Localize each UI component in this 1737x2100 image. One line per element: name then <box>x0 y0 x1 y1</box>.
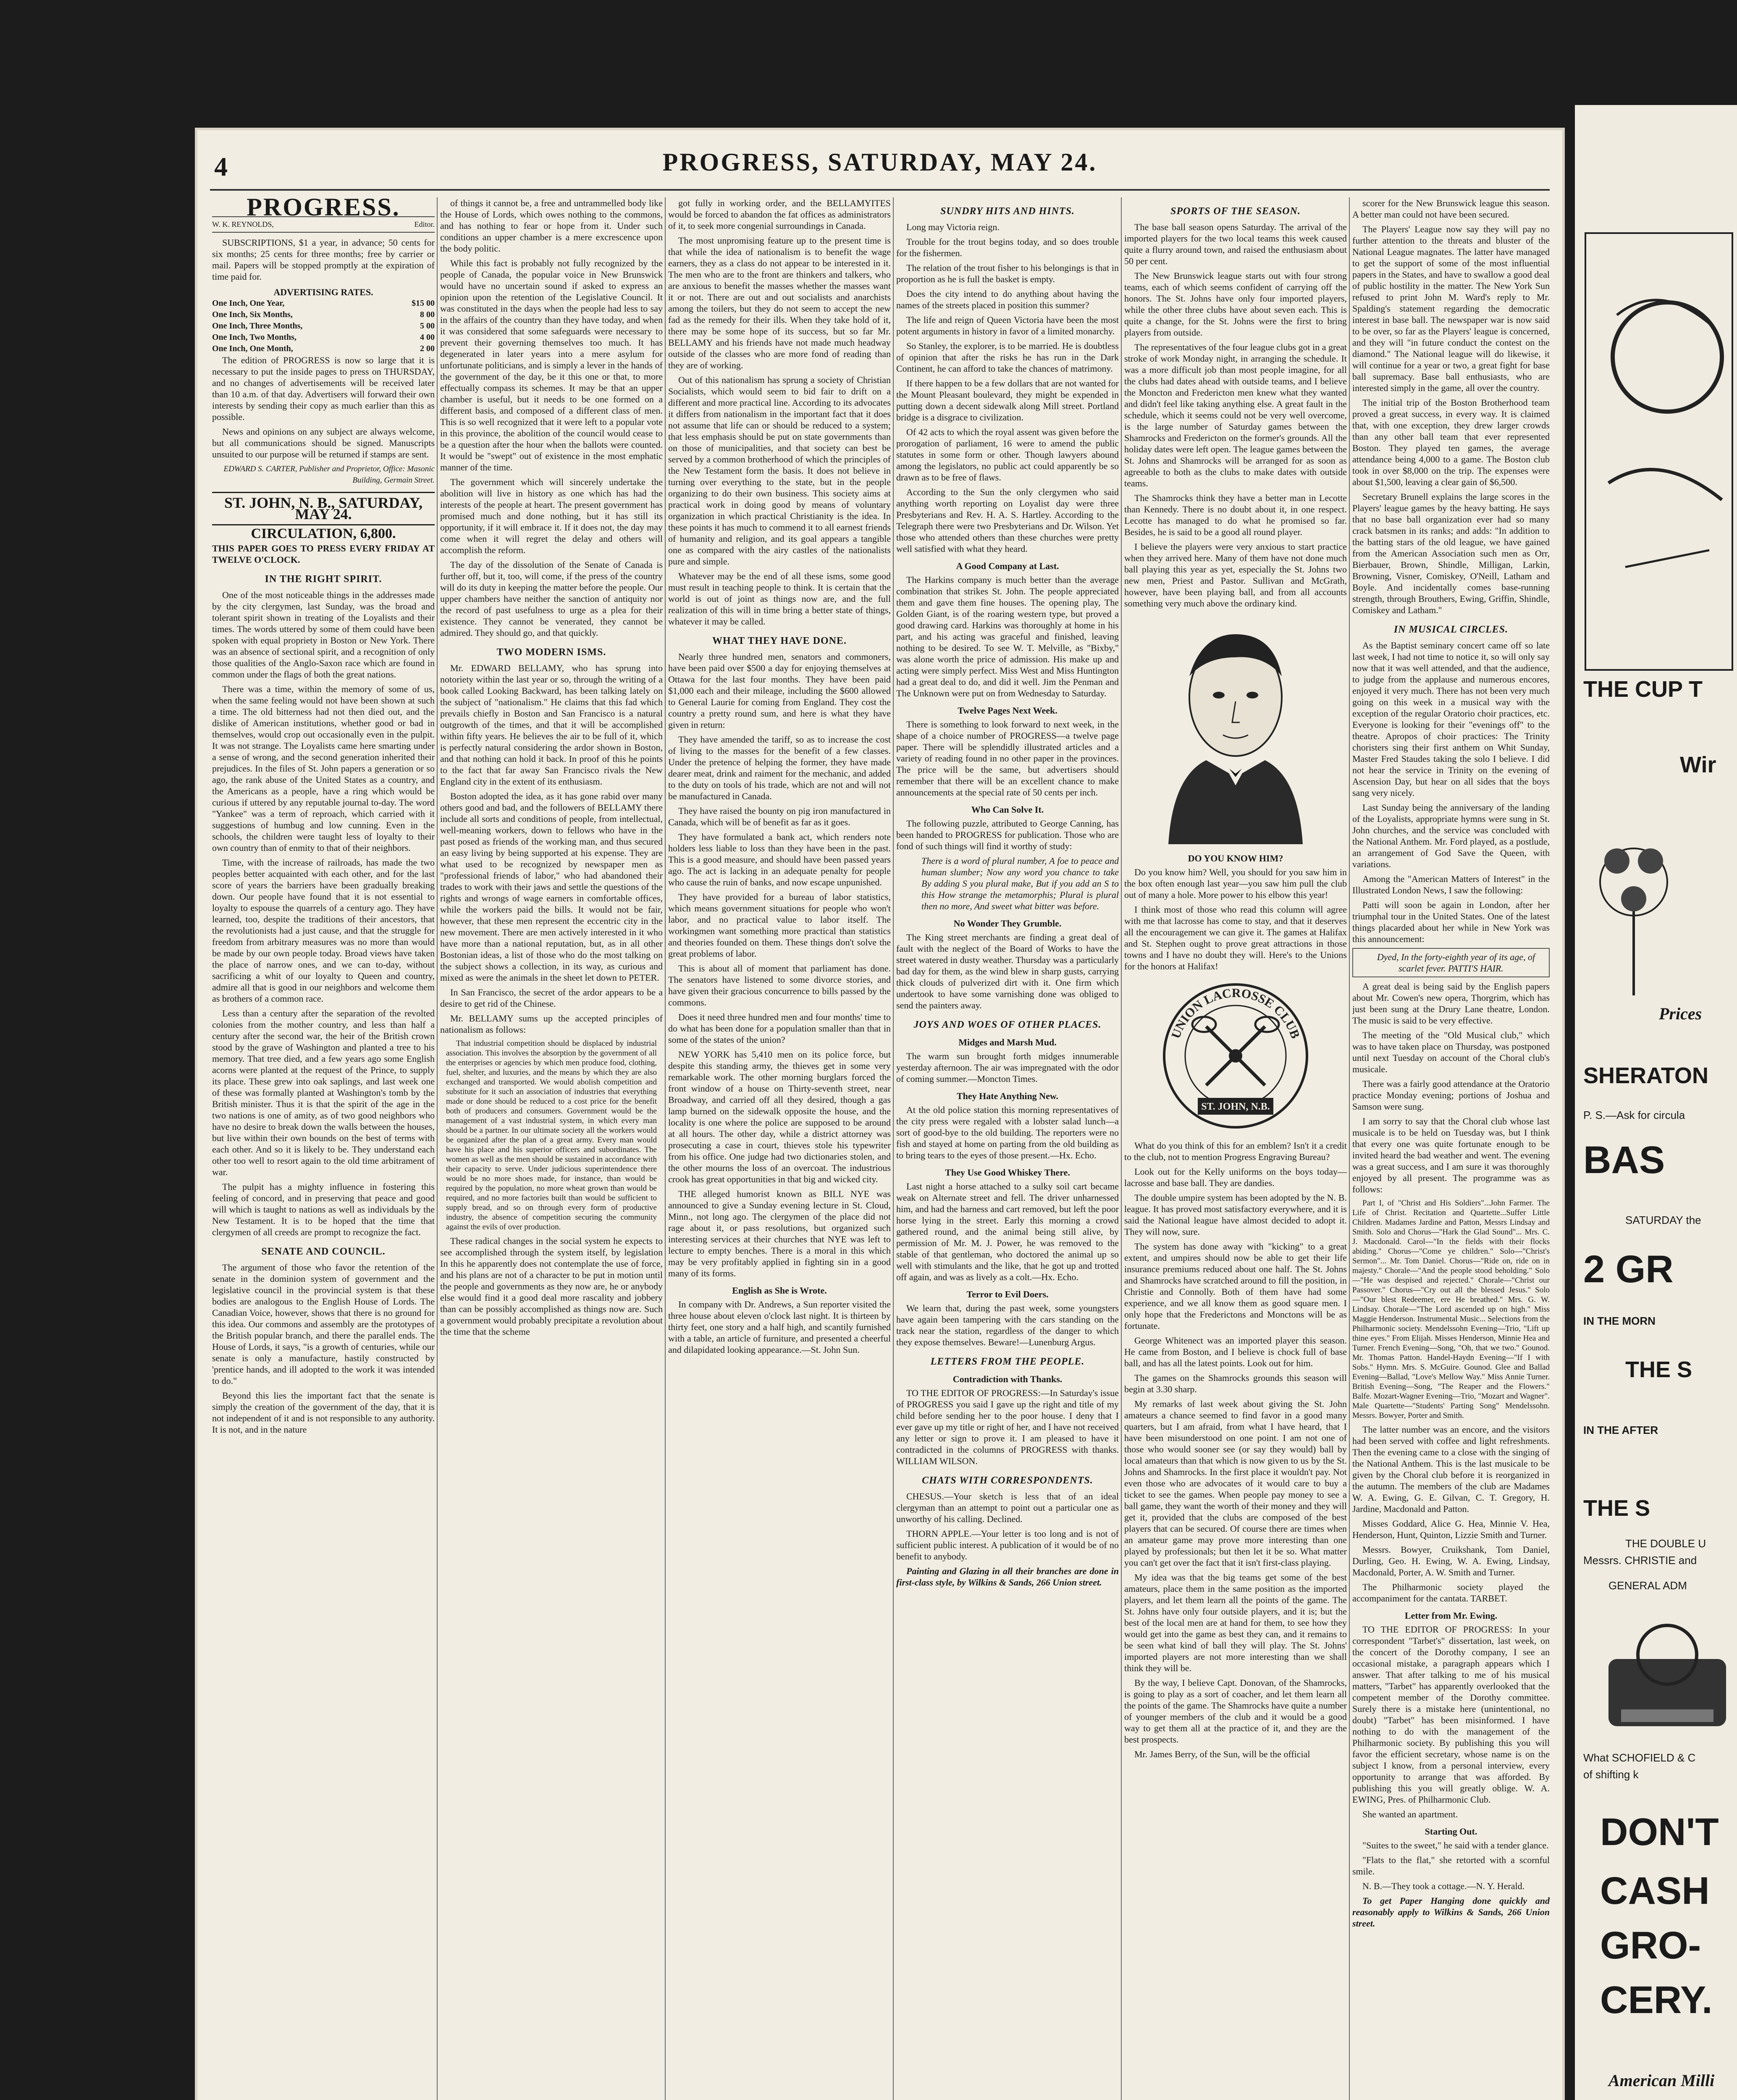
article-subheading: Who Can Solve It. <box>971 804 1044 815</box>
article-paragraph: They have amended the tariff, so as to increase the cost of living to the masses for the benefit of a few classes. Under the pretence of helping the former, they have made dearer meat, drink and raiment for the mechanic, and added to the duty on tools of his trade, which are not and will not be manufactured in Canada. <box>668 734 891 801</box>
article-paragraph: The warm sun brought forth midges innumerable yesterday afternoon. The air was impregnated with the odor of coming summer.—Moncton Times. <box>896 1051 1119 1084</box>
article-heading: SUNDRY HITS AND HINTS. <box>940 206 1075 217</box>
article-paragraph: According to the Sun the only clergymen who said anything worth reporting on Loyalist day were three Presbyterians and Rev. H. A. S. Hartley. According to the Telegraph there were two Presbyterians and Dr. Wilson. Yet those who attended others than these churches were pretty well satisfied with what they heard. <box>896 487 1119 554</box>
newspaper-page <box>197 130 1562 2100</box>
ad-morning: IN THE MORN <box>1583 1315 1656 1327</box>
ad-the-s: THE S <box>1625 1357 1692 1382</box>
article-paragraph: The most unpromising feature up to the present time is that while the idea of nationalism is to benefit the wage earners, they as a class do not appear to be interested in it. The men who are to the front are thinkers and talkers, who are anxious to benefit the masses whether the masses want it or not. There are out and out socialists and anarchists among the toilers, but they do not seem to accept the new fad as the remedy for their ills. When they take hold of it, there may be some hope of its success, but so far Mr. BELLAMY and his friends have not made much headway outside of the classes who are more fond of reading than they are of working. <box>668 235 891 370</box>
editor-name: W. K. REYNOLDS, <box>212 220 274 228</box>
article-paragraph: Messrs. Bowyer, Cruikshank, Tom Daniel, Durling, Geo. H. Ewing, W. A. Ewing, Lindsay, Macdonald, Porter, A. W. Smith and Turner. <box>1352 1544 1550 1578</box>
emblem-bottom-text: ST. JOHN, N.B. <box>1201 1101 1270 1112</box>
article-paragraph: The meeting of the "Old Musical club," which was to have taken place on Thursday, was postponed until next Tuesday on account of the Choral club's musicale. <box>1352 1030 1550 1074</box>
ad-american: American Milli <box>1608 2071 1715 2090</box>
article-paragraph: Misses Goddard, Alice G. Hea, Minnie V. Hea, Henderson, Hunt, Quinton, Lizzie Smith and Turner. <box>1352 1518 1550 1540</box>
ad-general: GENERAL ADM <box>1608 1579 1687 1592</box>
article-paragraph: of things it cannot be, a free and untrammelled body like the House of Lords, which owes nothing to the commons, and has nothing to fear or hope from it. Under such conditions an upper chamber is a mere excrescence upon the body politic. <box>440 198 663 254</box>
news-note: News and opinions on any subject are always welcome, but all communications should be signed. Manuscripts unsuited to our purpose will be returned if stamps are sent. <box>212 426 435 459</box>
publisher-signature: EDWARD S. CARTER, Publisher and Proprietor, Office: Masonic Building, Germain Street. <box>223 465 435 485</box>
column-divider <box>665 197 666 2100</box>
article-heading: IN MUSICAL CIRCLES. <box>1393 624 1509 635</box>
article-subheading: No Wonder They Grumble. <box>953 918 1062 929</box>
column-5 <box>1124 197 1347 2100</box>
article-paragraph: Does the city intend to do anything about having the names of the streets placed in position this summer? <box>896 289 1119 310</box>
article-paragraph: By the way, I believe Capt. Donovan, of the Shamrocks, is going to play as a sort of coacher, and let them learn all the points of the game. The Shamrocks have quite a number of younger members of the club and it would be a good way to get them all at the practice of it, and they are the best prospects. <box>1124 1677 1347 1745</box>
article-paragraph: scorer for the New Brunswick league this season. A better man could not have been secured. <box>1352 198 1550 220</box>
article-subheading: They Hate Anything New. <box>956 1091 1059 1101</box>
article-paragraph: The government which will sincerely undertake the abolition will live in history as one which has had the interests of the people at heart. The present government has promised much and done nothing, but it has still its opportunity, if it will embrace it. If it does not, the day may come when it will regret the delay and others will accomplish the reform. <box>440 477 663 555</box>
article-paragraph: The day of the dissolution of the Senate of Canada is further off, but it, too, will come, if the press of the country will do its duty in keeping the matter before the people. Our upper chambers have neither the sanction of antiquity nor the record of past usefulness to urge as a plea for their existence. They cannot be venerated, they cannot be admired. They should go, and that quickly. <box>440 559 663 638</box>
article-paragraph: Whatever may be the end of all these isms, some good must result in teaching people to think. It is certain that the world is out of joint as things now are, and the full realization of this will in time bring a better state of things, whatever it may be called. <box>668 571 891 627</box>
rate-row: One Inch, One Month, 2 00 <box>212 344 435 353</box>
article-paragraph: We learn that, during the past week, some youngsters have again been tampering with the cars standing on the track near the station, regardless of the danger to which they expose themselves. Beware!—Lunenburg Argus. <box>896 1303 1119 1347</box>
article-paragraph: CHESUS.—Your sketch is less that of an ideal clergyman than an attempt to point out a particular one as unworthy of his calling. Declined. <box>896 1491 1119 1524</box>
ad-gro: GRO- <box>1600 1924 1701 1967</box>
article-paragraph: While this fact is probably not fully recognized by the people of Canada, the popular voice in New Brunswick would have no uncertain sound if asked to express an opinion upon the retention of the Legislative Council. It was constituted in the days when the people had less to say in the affairs of the country than they have today, and when it was considered that some safeguards were necessary to prevent their governing themselves too much. It has degenerated in later years into a mere asylum for unfortunate politicians, and is simply a lever in the hands of the government of the day, be it this one or that, to more effectually compass its schemes. It may be that an upper chamber is useful, but it needs to be one formed on a different basis, and composed of a different class of men. This is so well recognized that it were left to a popular vote in this province, the abolition of the council would cease to be a question after the hour when the ballots were counted. It would be "swept" out of existence in the most emphatic manner of the time. <box>440 258 663 472</box>
ad-cery: CERY. <box>1600 1979 1713 2021</box>
portrait-illustration <box>1139 617 1332 844</box>
article-paragraph: Look out for the Kelly uniforms on the boys today—lacrosse and base ball. They are dandies. <box>1124 1166 1347 1188</box>
article-heading: CHATS WITH CORRESPONDENTS. <box>922 1475 1093 1486</box>
article-paragraph: What do you think of this for an emblem? Isn't it a credit to the club, not to mention Progress Engraving Bureau? <box>1124 1140 1347 1162</box>
press-notice: THIS PAPER GOES TO PRESS EVERY FRIDAY AT TWELVE O'CLOCK. <box>212 543 435 565</box>
article-paragraph: TO THE EDITOR OF PROGRESS: In your correspondent "Tarbet's" dissertation, last week, on the concert of the Dorothy company, I see an occasional mistake, a paragraph appears which I answer. That after talking to me of his musical matters, "Tarbet" has apparently overlooked that the competent member of the Dorothy committee. Surely there is a mistake here (unintentional, no doubt) "Tarbet" has been misinformed. I have nothing to do with the management of the Philharmonic society. By publishing this you will favor the efficient secretary, whose name is on the subject I know, from a personal interview, every opportunity to arrange that was afforded. By publishing this you will greatly oblige. W. A. EWING, Pres. of Philharmonic Club. <box>1352 1624 1550 1805</box>
article-paragraph: There was a fairly good attendance at the Oratorio practice Monday evening; portions of Joshua and Samson were sung. <box>1352 1079 1550 1112</box>
article-paragraph: In company with Dr. Andrews, a Sun reporter visited the three house about eleven o'clock last night. It is thirteen by thirty feet, one story and a half high, and scantily furnished with a table, an article of furniture, and presented a cheerful and dilapidated looking appearance.—St. John Sun. <box>668 1299 891 1355</box>
article-paragraph: Beyond this lies the important fact that the senate is simply the creation of the government of the day, that it is not independent of it and is not responsible to any authority. It is not, and in the nature <box>212 1390 435 1435</box>
ad-saturday: SATURDAY the <box>1625 1214 1701 1226</box>
article-paragraph: My remarks of last week about giving the St. John amateurs a chance seemed to find favor in a good many quarters, but I am afraid, from what I have heard, that I have been misunderstood on one point. I am not one of those who would sooner see (or say they would) ball by local amateurs than that which is now given to us by the St. Johns and Shamrocks. In the first place it wouldn't pay. Not even those who are advocates of it would care to buy a ticket to see the games. When people pay money to see a ball game, they want the worth of their money and they will get it, provided that the clubs are composed of the best players that can be secured. Of course there are times when an amateur game may prove more interesting than one played by professionals; but then let it be so. What matter you can't get over the fact that it isn't first-class playing. <box>1124 1399 1347 1568</box>
article-heading: SPORTS OF THE SEASON. <box>1170 206 1301 217</box>
article-heading: SENATE AND COUNCIL. <box>261 1246 386 1257</box>
ad-base-ball: BAS <box>1583 1139 1665 1181</box>
article-paragraph: Among the "American Matters of Interest" in the Illustrated London News, I saw the following: <box>1352 874 1550 895</box>
lacrosse-emblem <box>1160 980 1311 1131</box>
article-paragraph: My idea was that the big teams get some of the best amateurs, place them in the same position as the imported players, and let them learn all the points of the game. The St. Johns have only four outside players, and it is; but the best of the local men are at hand for them, to see how they would get into the game as best they can, and it remains to be seen what kind of ball they will play. The St. Johns' imported players are not more interesting than we shall think they will be. <box>1124 1572 1347 1673</box>
article-paragraph: The Players' League now say they will pay no further attention to the threats and bluster of the National League magnates. The latter have managed to get the support of some of the most influential papers in the States, and have to swallow a good deal of public hostility in the matter. The New York Sun refused to print John M. Ward's reply to Mr. Spalding's statement regarding the democratic interest in base ball. The newspaper war is now said to be over, so far as the Players' league is concerned, and they will "in future conduct the contest on the diamond." The National league will do likewise, it will continue for a year or two, a great fight for base ball supremacy. Base ball enthusiasts, who are interested simply in the game, all over the country. <box>1352 224 1550 393</box>
dateline: ST. JOHN, N. B., SATURDAY, MAY 24. <box>212 492 435 525</box>
article-paragraph: Patti will soon be again in London, after her triumphal tour in the United States. One of the latest things placarded about her while in New York was this announcement: <box>1352 900 1550 944</box>
article-paragraph: The Harkins company is much better than the average combination that strikes St. John. The people appreciated them and gave them fine houses. The opening play, The Golden Giant, is of the roaring western type, but proved a good drawing card. Harkins was thoroughly at home in his part, and his acting was graceful and finished, leaving nothing to be desired. To see W. T. Melville, as "Bixby," was alone worth the price of admission. His make up and acting were simply perfect. Miss West and Miss Huntington had a great deal to do, and did it well. Jim the Penman and The Unknown were put on from Wednesday to Saturday. <box>896 575 1119 698</box>
baseball-cartoon-icon <box>1583 231 1734 672</box>
article-paragraph: They have provided for a bureau of labor statistics, which means government situations for people who won't labor, and no practical value to labor itself. The workingmen want something more practical than statistics and theories founded on them. These things don't solve the great problems of labor. <box>668 892 891 959</box>
article-paragraph: The New Brunswick league starts out with four strong teams, each of which seems confident of carrying off the honors. The St. Johns have only four imported players, while the other three clubs have about seven each. This is quite a change, for the St. Johns were the first to bring players from outside. <box>1124 270 1347 338</box>
ad-circular: P. S.—Ask for circula <box>1583 1109 1685 1121</box>
article-paragraph: A great deal is being said by the English papers about Mr. Cowen's new opera, Thorgrim, which has just been sung at the Drury Lane theatre, London. The music is said to be very effective. <box>1352 981 1550 1026</box>
article-paragraph: The system has done away with "kicking" to a great extent, and umpires should now be able to get their life insurance premiums reduced about one half. The St. Johns and Shamrocks have scratched around to fill the position, in Christie and Connolly. Both of them have had some experience, and we all know them as good square men. I only hope that the Frederictons and Monctons will be as fortunate. <box>1124 1241 1347 1331</box>
article-subheading: Midges and Marsh Mud. <box>958 1037 1057 1047</box>
concert-programme: Part I, of "Christ and His Soldiers"...John Farmer. The Life of Christ. Recitation and Quartette...Suffer Little Children. Madames Jardine and Patton, Messrs Lindsay and Smith. Solo and Chorus—"Hark the Glad Sound"... Mrs. C. J. Macdonald. Carol—"In the fields with their flocks abiding." Chorus—"Come ye children." Solo—"Christ's Sermon"... Mr. Tom Daniel. Chorus—"Ride on, ride on in majesty." Chorale—"And the people stood beholding." Solo—"He was despised and rejected." Chorale—"Christ our Passover." Chorus—"Cry out all the blessed Jesus." Solo—"Our blest Redeemer, ere He breathed." Mrs. G. W. Lindsay. Chorale—"The Lord ascended up on high." Miss Maggie Henderson. Instrumental Music... Selections from the Philharmonic society. Mendelssohn Evening—Trio, "Lift up thine eyes." From Elijah. Misses Henderson, Minnie Hea and Turner. French Evening—Song, "Oh, that we two." Gounod. Mr. Thomas Patton. Handel-Haydn Evening—"If I with Sobs." Hymn. Mrs. S. McGuire. Gounod. Glee and Ballad Evening—Ballad, "Love's Mellow Way." Miss Annie Turner. British Evening—Song, "The Reaper and the Flowers." Balfe. Mozart-Wagner Evening—Trio, "Mozart and Wagner". Male Quartette—"Students' Parting Song" Mendelssohn. Messrs. Bowyer, Porter and Smith. <box>1352 1199 1550 1420</box>
advertisement-text: To get Paper Hanging done quickly and reasonably apply to Wilkins & Sands, 266 Union street. <box>1352 1895 1550 1929</box>
page-title: PROGRESS, SATURDAY, MAY 24. <box>662 148 1097 176</box>
patti-notice: Dyed, In the forty-eighth year of its age, of scarlet fever. PATTI'S HAIR. <box>1352 948 1550 977</box>
article-paragraph: There was a time, within the memory of some of us, when the same feeling would not have been shown at such a time. The old bitterness had not then died out, and the dislike of American institutions, whether good or bad in themselves, would crop out occasionally even in the pulpit. It was not strange. The Loyalists came here smarting under a sense of wrong, and the second generation inherited their prejudices. In the files of St. John papers a generation or so ago, the rank abuse of the United States as a country, and the Americans as a people, have a ring which would be curious if uttered by any reputable journal to-day. The word "Yankee" was a term of reproach, which carried with it suggestions of humbug and low cunning. Even in the schools, the children were taught less of loyalty to their own country than of enmity to that of their neighbors. <box>212 684 435 853</box>
article-paragraph: The argument of those who favor the retention of the senate in the dominion system of government and the legislative council in the provincial system is that these bodies are analogous to the English House of Lords. The Canadian Voice, however, shows that there is no ground for this idea. Our commons and assembly are the prototypes of the British popular branch, and there the parallel ends. The House of Lords, it says, "is a growth of centuries, while our senate is only a manufacture, hastily constructed by 'prentice hands, and ill adopted to the work it was intended to do." <box>212 1262 435 1386</box>
article-paragraph: NEW YORK has 5,410 men on its police force, but despite this standing army, the thieves get in some very remarkable work. The other morning burglars forced the front window of a house on Thirty-seventh street, near Broadway, and carried off all they desired, though a gas lamp burned on the sidewalk opposite the house, and the locality is one where the police are supposed to be around at all hours. The other day, while a district attorney was prosecuting a case in court, thieves stole his typewriter from his office. One judge had two dictionaries stolen, and the other mourns the loss of an overcoat. The industrious crook has great opportunities in that big and wicked city. <box>668 1049 891 1184</box>
article-paragraph: The King street merchants are finding a great deal of fault with the neglect of the Board of Works to have the street watered in dusty weather. Thursday was a particularly bad day for them, as the wind blew in sharp gusts, carrying thick clouds of pulverized dirt with it. One firm which undertook to have some varnishing done was obliged to send the painters away. <box>896 932 1119 1011</box>
article-paragraph: The Philharmonic society played the accompaniment for the cantata. TARBET. <box>1352 1582 1550 1604</box>
article-paragraph: The latter number was an encore, and the visitors had been served with coffee and light refreshments. Then the evening came to a close with the singing of the National Anthem. This is the last musicale to be given by the Choral club before it is reorganized in the autumn. The members of the club are Madames W. A. Ewing, G. E. Gilvan, C. T. Gregory, H. Jardine, Macdonald and Patton. <box>1352 1424 1550 1514</box>
page-number: 4 <box>214 152 228 181</box>
article-paragraph: Nearly three hundred men, senators and commoners, have been paid over $500 a day for enjoying themselves at Ottawa for the last four months. They have been paid $1,000 each and their mileage, including the $600 allowed to General Laurie for coming from England. They cost the country a pretty round sum, and here is what they have given in return: <box>668 651 891 730</box>
ad-schofield: What SCHOFIELD & C <box>1583 1751 1696 1764</box>
article-paragraph: The following puzzle, attributed to George Canning, has been handed to PROGRESS for publication. Those who are fond of such things will find it worthy of study: <box>896 818 1119 851</box>
article-paragraph: As the Baptist seminary concert came off so late last week, I had not time to notice it, so will only say now that it was well attended, and that the audience, to judge from the applause and numerous encores, enjoyed it very much. There has not been very much going on this week in a musical way with the exception of the regular Oratorio choir practices, etc. Everyone is looking for their "evenings off" to the theatre. Apropos of choir practices: The Trinity choristers sing their first anthem on Whit Sunday, Master Fred Staudes taking the solo I believe. I did not hear the service in Trinity on the evening of Ascension Day, but hear on all sides that the boys sang very nicely. <box>1352 640 1550 798</box>
column-2 <box>440 197 663 2100</box>
article-paragraph: Do you know him? Well, you should for you saw him in the box often enough last year—you saw him pull the club out of many a hole. More power to his elbow this year! <box>1124 867 1347 900</box>
article-paragraph: N. B.—They took a cottage.—N. Y. Herald. <box>1362 1881 1525 1891</box>
ad-christie: Messrs. CHRISTIE and <box>1583 1554 1697 1567</box>
ad-the-s-2: THE S <box>1583 1496 1650 1521</box>
article-paragraph: Time, with the increase of railroads, has made the two peoples better acquainted with each other, and for the last score of years the barriers have been gradually breaking down. Our people have found that it is not essential to loyalty to espouse the quarrels of a century ago. They have learned, too, despite the traditions of their ancestors, that the revolutionists had a just cause, and that the struggle for freedom from arbitrary measures was no more than would be made by our own people today. Broad views have taken the place of narrow ones, and we can to-day, without sacrificing a whit of our loyalty to Queen and country, admire all that is good in our neighbors and welcome them as brothers of a common race. <box>212 857 435 1004</box>
article-paragraph: They have formulated a bank act, which renders note holders less liable to loss than they have been in the past. This is a good measure, and should have been passed years ago. The act is lacking in an adequate penalty for people who cause the ruin of banks, and now escape unpunished. <box>668 832 891 887</box>
rate-row: One Inch, Two Months, 4 00 <box>212 333 435 342</box>
article-paragraph: THORN APPLE.—Your letter is too long and is not of sufficient public interest. A publication of it would be of no benefit to anybody. <box>896 1528 1119 1562</box>
article-paragraph: She wanted an apartment. <box>1362 1809 1458 1819</box>
lacrosse-emblem-icon <box>1160 980 1311 1131</box>
article-paragraph: At the old police station this morning representatives of the city press were regaled with a lobster salad lunch—a sort of good-bye to the old building. The reporters were no fish and stayed at home on parting from the old building as to bring tears to the eyes of those present.—Hx. Echo. <box>896 1105 1119 1160</box>
article-paragraph: Trouble for the trout begins today, and so does trouble for the fishermen. <box>896 236 1119 258</box>
article-paragraph: Secretary Brunell explains the large scores in the Players' league games by the heavy batting. He says that no base ball organization ever had so many crack batsmen in its ranks; and adds: "In addition to the batting stars of the old league, we have gained from the American Association such men as Orr, Bierbauer, Brown, Shindle, Milligan, Larkin, Browning, Visner, Comiskey, O'Neill, Latham and Boyle. And incidentally comes base-running strength, through Brouthers, Ewing, Griffin, Shindle, Comiskey and Latham." <box>1352 491 1550 615</box>
ad-two-games: 2 GR <box>1583 1248 1674 1291</box>
circulation: CIRCULATION, 6,800. <box>251 526 396 541</box>
article-paragraph: Long may Victoria reign. <box>906 222 1000 232</box>
article-paragraph: "Flats to the flat," she retorted with a scornful smile. <box>1352 1855 1550 1877</box>
cup-caption: THE CUP T <box>1583 677 1703 702</box>
article-heading: WHAT THEY HAVE DONE. <box>712 635 847 646</box>
article-paragraph: In San Francisco, the secret of the ardor appears to be a desire to get rid of the Chinese. <box>440 987 663 1009</box>
edition-note: The edition of PROGRESS is now so large that it is necessary to put the inside pages to press on THURSDAY, and no changes of advertisements will be received later than 10 a.m. of that day. Advertisers will forward their own interests by sending their copy as much earlier than this as possible. <box>212 355 435 422</box>
typewriter-illustration <box>1583 1609 1734 1747</box>
article-subheading: Starting Out. <box>1425 1826 1477 1837</box>
article-paragraph: So Stanley, the explorer, is to be married. He is doubtless of opinion that after the risks he has run in the Dark Continent, he can afford to take the chances of matrimony. <box>896 341 1119 374</box>
ad-prices: Prices <box>1659 1004 1702 1023</box>
article-paragraph: Does it need three hundred men and four months' time to do what has been done for a population smaller than that in some of the states of the union? <box>668 1012 891 1045</box>
article-paragraph: TO THE EDITOR OF PROGRESS:—In Saturday's issue of PROGRESS you said I gave up the right and title of my child before sending her to the poor house. I deny that I ever gave up my title or right of her, and I have not received any letter or sign to prove it. I am pleased to have it contradicted in the columns of PROGRESS with thanks. WILLIAM WILSON. <box>896 1388 1119 1466</box>
rate-row: One Inch, Three Months, 5 00 <box>212 321 435 331</box>
article-heading: LETTERS FROM THE PEOPLE. <box>930 1356 1085 1367</box>
ad-dont: DON'T <box>1600 1811 1719 1853</box>
article-paragraph: Of 42 acts to which the royal assent was given before the prorogation of parliament, 16 were to amend the public statutes in some form or other. Though lawyers abound among the legislators, no public act could apparently be so drawn as to be free of flaws. <box>896 427 1119 483</box>
article-paragraph: One of the most noticeable things in the addresses made by the city clergymen, last Sunday, was the broad and tolerant spirit shown in treating of the Loyalists and their times. The words uttered by some of them could have been spoken with equal propriety in Boston or New York. There was an absence of sectional spirit, and a recognition of only those qualities of the Anglo-Saxon race which are found in common under the flags of both the great nations. <box>212 590 435 680</box>
article-paragraph: Out of this nationalism has sprung a society of Christian Socialists, which would seem to bid fair to drift on a different and more practical line. According to its advocates it differs from nationalism in the important fact that it does not assume that life can or should be reduced to a system; that less emphasis should be put on state governments than on those of municipalities, and that society can best be served by a common brotherhood of which the principles of the New Testament form the basis. It does not believe in turning over everything to the state, but in the people organizing to do their own business. This society aims at practical work in doing good by means of voluntary organization in which practical Christianity is the idea. In these points it has much to commend it to all earnest friends of humanity and religion, and its goal appears a tangible one as compared with the airy castles of the nationalists pure and simple. <box>668 375 891 567</box>
article-subheading: A Good Company at Last. <box>956 561 1059 571</box>
article-subheading: Twelve Pages Next Week. <box>958 705 1057 716</box>
article-paragraph: This is about all of moment that parliament has done. The senators have listened to some divorce stories, and have given their gracious concurrence to bills passed by the commons. <box>668 963 891 1008</box>
article-subheading: Terror to Evil Doers. <box>966 1289 1049 1299</box>
column-divider <box>1349 197 1350 2100</box>
emblem-top-text: UNION LACROSSE CLUB <box>1168 986 1303 1041</box>
column-divider <box>1121 197 1122 2100</box>
article-paragraph: "Suites to the sweet," he said with a tender glance. <box>1362 1840 1549 1851</box>
article-subheading: Letter from Mr. Ewing. <box>1404 1610 1498 1621</box>
baseball-illustration <box>1583 231 1734 672</box>
article-paragraph: Mr. BELLAMY sums up the accepted principles of nationalism as follows: <box>440 1013 663 1035</box>
article-subheading: English as She is Wrote. <box>732 1285 827 1296</box>
ad-cash: CASH <box>1600 1869 1710 1912</box>
article-paragraph: The life and reign of Queen Victoria have been the most potent arguments in history in favor of a limited monarchy. <box>896 315 1119 336</box>
article-paragraph: Mr. EDWARD BELLAMY, who has sprung into notoriety within the last year or so, through the writing of a book called Looking Backward, has been talking lately on the subject of "nationalism." He claims that this fad which prevails chiefly in Boston and San Francisco is a natural outgrowth of the times, and that it will be accomplished within fifty years. He believes the air to be full of it, which is perfectly natural considering the ardor shown in Boston, and that nothing can hold it back. In proof of this he points to the fact that far away San Francisco rivals the New England city in the extent of its enthusiasm. <box>440 663 663 787</box>
article-paragraph: THE alleged humorist known as BILL NYE was announced to give a Sunday evening lecture in St. Cloud, Minn., not long ago. The clergymen of the place did not rage about it, or pass resolutions, but organized such interesting services at their churches that NYE was left to lecture to empty benches. There is a moral in this which may be very profitably applied in fighting sin in a good many of its forms. <box>668 1189 891 1278</box>
article-paragraph: Mr. James Berry, of the Sun, will be the official <box>1134 1749 1310 1759</box>
article-heading: TWO MODERN ISMS. <box>496 647 606 658</box>
article-paragraph: Last night a horse attached to a sulky soil cart became weak on Alternate street and fell. The driver unharnessed him, and had the harness and cart removed, but left the poor horse lying in the street. Early this morning a crowd gathered round, and the animal being still alive, by permission of Mr. M. J. Power, he was removed to the stable of that gentleman, who doctored the animal up so well with stimulants and the like, that he got up and trotted off again, and was as lively as a colt.—Hx. Echo. <box>896 1181 1119 1282</box>
plant-illustration <box>1583 798 1734 1000</box>
ad-afternoon: IN THE AFTER <box>1583 1424 1658 1436</box>
advertisement-text: Painting and Glazing in all their branches are done in first-class style, by Wilkins & Sands, 266 Union street. <box>896 1566 1119 1588</box>
column-divider <box>893 197 894 2100</box>
plant-icon <box>1583 798 1734 1000</box>
rate-row: One Inch, One Year, $15 00 <box>212 299 435 308</box>
rate-row: One Inch, Six Months, 8 00 <box>212 310 435 319</box>
article-heading: JOYS AND WOES OF OTHER PLACES. <box>913 1019 1102 1030</box>
paper-name: PROGRESS. <box>247 197 400 221</box>
article-paragraph: If there happen to be a few dollars that are not wanted for the Mount Pleasant boulevard, they might be expended in putting down a decent sidewalk along Mill street. Portland bridge is a disgrace to civilization. <box>896 378 1119 423</box>
block-quote: That industrial competition should be displaced by industrial association. This involves the absorption by the government of all the enterprises or agencies by which men produce food, clothing, fuel, shelter, and luxuries, and the means by which they are also exchanged and transported. We would abolish competition and substitute for it such an association of industries that everything made or done should be reduced to a cost price for the benefit both of producers and consumers. Government would be the management of a vast industrial system, in which every man should be a partner. In our ultimate society all the workers would be organized after the plan of a great army. Every man would have his place and his superior officers and subordinates. The women as well as the men should be sustained in accordance with their capacity to serve. Under judicious superintendence there would be no more shoes made, for instance, than would be required by the population, no more wheat grown than would be required, and no more factories built than would be sufficient to supply bread, and so on through every form of productive industry, the absence of competition securing the community against the evils of over production. <box>446 1039 657 1231</box>
article-paragraph: I think most of those who read this column will agree with me that lacrosse has come to stay, and that it deserves all the encouragement we can give it. The games at Halifax and St. Stephen ought to prove great attractions in those towns and I have no doubt they will. Here's to the Unions for the honors at Halifax! <box>1124 904 1347 971</box>
article-paragraph: They have raised the bounty on pig iron manufactured in Canada, which will be of benefit as far as it goes. <box>668 806 891 827</box>
ad-sheraton: SHERATON <box>1583 1063 1709 1088</box>
column-1 <box>212 197 435 2100</box>
column-divider <box>437 197 438 2100</box>
article-subheading: Contradiction with Thanks. <box>952 1374 1063 1384</box>
puzzle-poem: There is a word of plural number, A foe to peace and human slumber; Now any word you chance to take By adding S you plural make, But if you add an S to this How strange the metamorphis; Plural is plural then no more, And sweet what bitter was before. <box>921 856 1119 911</box>
article-paragraph: The relation of the trout fisher to his belongings is that in proportion as he is full the basket is empty. <box>896 262 1119 284</box>
article-paragraph: The pulpit has a mighty influence in fostering this feeling of concord, and in preserving that peace and good will which is taught to nations as well as individuals by the New Testament. It is to be hoped that the time that clergymen of all creeds are prompt to recognize the fact. <box>212 1181 435 1237</box>
article-paragraph: Boston adopted the idea, as it has gone rabid over many others good and bad, and the followers of BELLAMY there include all sorts and conditions of people, from intellectual, well-meaning workers, down to fellows who have in the past posed as friends of the working man, and thus secured an easy living by being supported at his expense. They are what used to be recognized by newspaper men as "professional friends of labor," who had abandoned their trades to work with their jaws and settle the questions of the rights and wrongs of wage earners in comfortable offices, while the workers paid the bills. It would not be fair, however, that these men represent the eccentric city in the new movement. There are men actively interested in it who have more than a national reputation, but, as in all other Bostonian ideas, a list of those who do the most talking on the subject shows a collection, in its way, as curious and mixed as were the animals in the sheet let down to PETER. <box>440 791 663 983</box>
article-paragraph: The Shamrocks think they have a better man in Lecotte than Kennedy. There is no doubt about it, in one respect. Lecotte has managed to do what he promised so far. Besides, he is said to be a good all round player. <box>1124 493 1347 537</box>
article-subheading: They Use Good Whiskey There. <box>945 1167 1070 1178</box>
article-paragraph: George Whitenect was an imported player this season. He came from Boston, and I believe is chock full of base ball, and has all the latest points. Look out for him. <box>1124 1335 1347 1368</box>
editor-title: Editor. <box>414 220 435 228</box>
adjacent-page <box>1575 105 1737 2100</box>
portrait-caption: DO YOU KNOW HIM? <box>1188 853 1283 864</box>
ad-double: THE DOUBLE U <box>1625 1537 1706 1550</box>
ad-shifting: of shifting k <box>1583 1768 1639 1781</box>
column-6 <box>1352 197 1550 2100</box>
article-paragraph: These radical changes in the social system he expects to see accomplished through the system itself, by legislation In this he apparently does not contemplate the use of force, and his plans are not of a character to be put in motion until the people and governments as they now are, he or anybody else would find it a good deal more rascality and jobbery than can be possibly accomplished as things now are. Such a government would probably precipitate a revolution about the time that the scheme <box>440 1236 663 1337</box>
typewriter-icon <box>1583 1609 1734 1747</box>
rates-title: ADVERTISING RATES. <box>273 287 373 297</box>
article-paragraph: I believe the players were very anxious to start practice when they arrived here. Many of them have not done much ball playing this year as yet, especially the St. Johns two new men, Priest and Pastor. Sullivan and McGrath, however, have been playing ball, and from all accounts something very much above the ordinary kind. <box>1124 541 1347 609</box>
article-paragraph: The initial trip of the Boston Brotherhood team proved a great success, in every way. It is claimed that, with one exception, they drew larger crowds than any other ball team that ever represented Boston. They played ten games, the average attendance being 4,000 to a game. The Boston club took in over $8,000 on the trip. The expenses were about $1,500, leaving a clear gain of $6,500. <box>1352 397 1550 487</box>
portrait-engraving <box>1139 617 1332 844</box>
column-3 <box>668 197 891 2100</box>
article-paragraph: Last Sunday being the anniversary of the landing of the Loyalists, appropriate hymns were sung in St. John churches, and the service was concluded with the National Anthem. Mr. Ford played, as a postlude, an arrangement of God Save the Queen, with variations. <box>1352 802 1550 869</box>
subscriptions-text: SUBSCRIPTIONS, $1 a year, in advance; 50 cents for six months; 25 cents for three months; free by carrier or mail. Papers will be stopped promptly at the expiration of time paid for. <box>212 237 435 282</box>
column-4 <box>896 197 1119 2100</box>
article-heading: IN THE RIGHT SPIRIT. <box>265 574 382 585</box>
header-rule <box>210 189 1550 191</box>
article-paragraph: The representatives of the four league clubs got in a great stroke of work Monday night, in arranging the schedule. It was a more difficult job than most people imagine, for all the clubs had dates ahead with outside teams, and I believe the Moncton and Fredericton men knew what they wanted and didn't feel like taking anything else. A great fault in the schedule, which it seems could not be very well overcome, is the large number of Saturday games between the Shamrocks and Fredericton on the former's grounds. All the holiday dates were left open. The league games between the St. Johns and Shamrocks will be arranged for as soon as agreeable to both as the clubs to make dates with outside teams. <box>1124 342 1347 488</box>
article-paragraph: I am sorry to say that the Choral club whose last musicale is to be held on Tuesday was, but I think that every one was quite fortunate enough to be invited heard the bad weather and went. The evening was a great success, and I am sure it was thoroughly enjoyed by all present. The programme was as follows: <box>1352 1116 1550 1194</box>
ad-wire: Wir <box>1680 752 1716 777</box>
article-paragraph: The games on the Shamrocks grounds this season will begin at 3.30 sharp. <box>1124 1373 1347 1394</box>
article-paragraph: got fully in working order, and the BELLAMYITES would be forced to abandon the fat offices as administrators of it, to seek more congenial surroundings in Canada. <box>668 198 891 231</box>
article-paragraph: There is something to look forward to next week, in the shape of a choice number of PROGRESS—a twelve page paper. There will be splendidly illustrated articles and a variety of reading found in no other paper in the provinces. The price will be the same, but advertisers should remember that there will be an excellent chance to make announcements at the special rate of 50 cents per inch. <box>896 719 1119 798</box>
article-paragraph: The double umpire system has been adopted by the N. B. league. It has proved most satisfactory everywhere, and it is said the National league have almost decided to adopt it. They will now, sure. <box>1124 1192 1347 1237</box>
article-paragraph: Less than a century after the separation of the revolted colonies from the mother country, and less than half a century after the second war, the heir of the British crown stood by the grave of Washington and planted a tree to his memory. That tree died, and a few years ago some English acorns were planted at the request of the Prince, to supply its place. These grew into oak saplings, and last week one of these was formally planted at Washington's tomb by the British minister. Thus it is that the spirit of the age in the two nations is one of amity, as of two good neighbors who have no desire to break down the walls between the houses, but live within their own bounds on the best of terms with each other. And so it is likely to be. They understand each other too well to resort again to the old time arbitrament of war. <box>212 1008 435 1177</box>
article-paragraph: The base ball season opens Saturday. The arrival of the imported players for the two local teams this week caused quite a flurry around town, and raised the enthusiasm about 50 per cent. <box>1124 222 1347 266</box>
